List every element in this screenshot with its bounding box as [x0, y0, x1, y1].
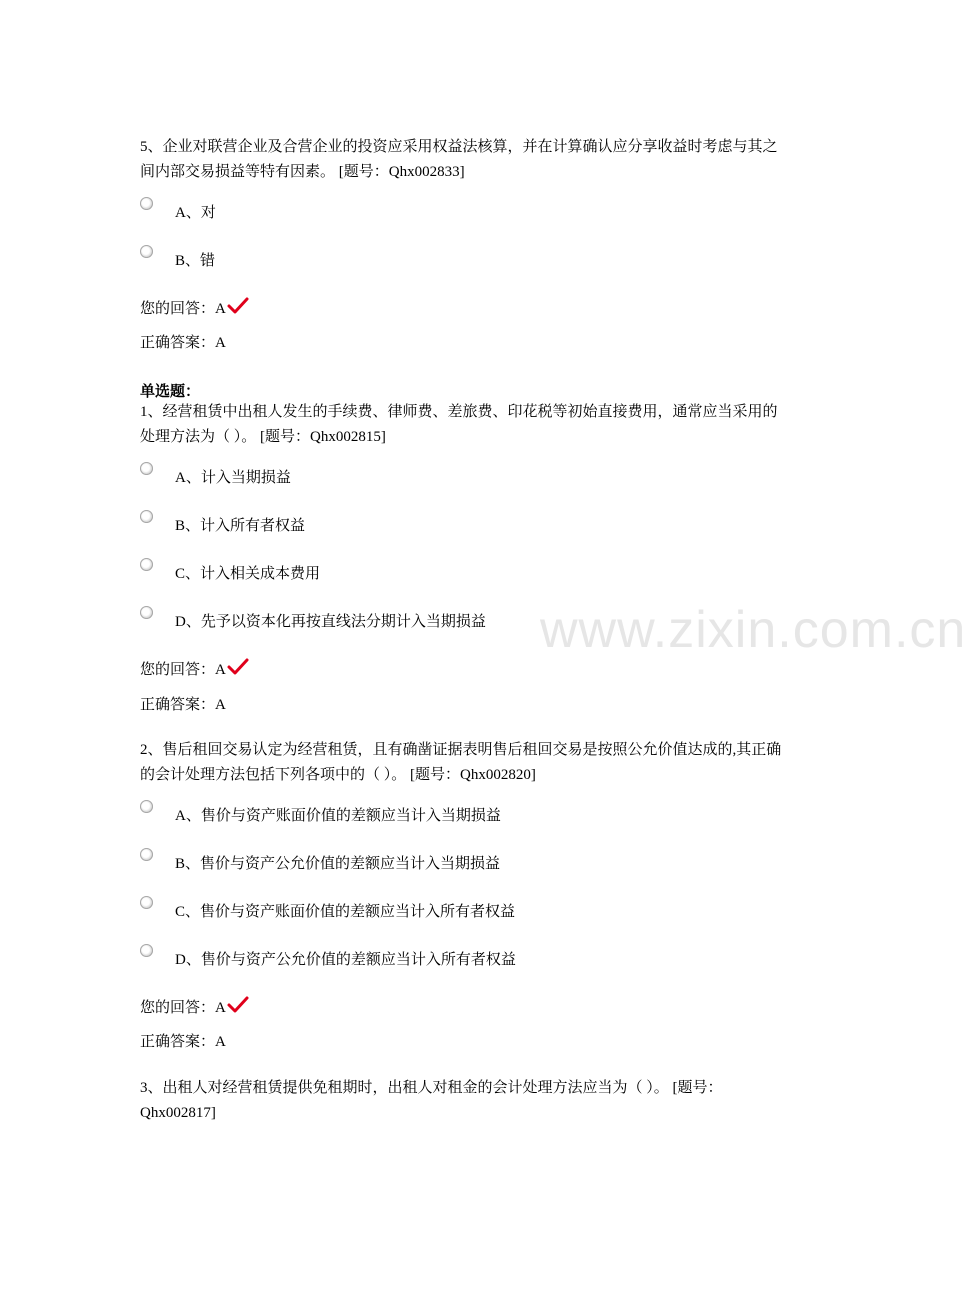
option-label: A、售价与资产账面价值的差额应当计入当期损益 — [175, 808, 501, 824]
checkmark-icon — [227, 658, 249, 676]
radio-button-icon[interactable] — [140, 944, 153, 957]
question-5-text: 5、企业对联营企业及合营企业的投资应采用权益法核算，并在计算确认应分享收益时考虑与其之间内部交易损益等特有因素。 [题号：Qhx002833] — [140, 139, 778, 180]
radio-button-icon[interactable] — [140, 848, 153, 861]
option-label: C、计入相关成本费用 — [175, 566, 321, 582]
checkmark-icon — [227, 297, 249, 315]
option-label: A、计入当期损益 — [175, 470, 291, 486]
q5-correct-answer: 正确答案：A — [140, 335, 226, 351]
option-label: B、计入所有者权益 — [175, 518, 306, 534]
question-1-text: 1、经营租赁中出租人发生的手续费、律师费、差旅费、印花税等初始直接费用，通常应当采用的处理方法为（ ）。 [题号：Qhx002815] — [140, 404, 778, 445]
radio-button-icon[interactable] — [140, 558, 153, 571]
radio-button-icon[interactable] — [140, 197, 153, 210]
option-label: C、售价与资产账面价值的差额应当计入所有者权益 — [175, 904, 516, 920]
radio-button-icon[interactable] — [140, 606, 153, 619]
option-label: D、售价与资产公允价值的差额应当计入所有者权益 — [175, 952, 516, 968]
question-2-text: 2、售后租回交易认定为经营租赁，且有确凿证据表明售后租回交易是按照公允价值达成的,其正确的会计处理方法包括下列各项中的（ ）。 [题号：Qhx002820] — [140, 742, 782, 783]
q2-correct-answer: 正确答案：A — [140, 1034, 226, 1050]
checkmark-icon — [227, 996, 249, 1014]
option-label: D、先予以资本化再按直线法分期计入当期损益 — [175, 614, 486, 630]
question-3-text: 3、出租人对经营租赁提供免租期时，出租人对租金的会计处理方法应当为（ ）。 [题号：Qhx002817] — [140, 1080, 723, 1121]
q5-your-answer: 您的回答：A — [140, 297, 249, 318]
radio-button-icon[interactable] — [140, 245, 153, 258]
q2-your-answer: 您的回答：A — [140, 996, 249, 1017]
watermark: www.zixin.com.cn — [540, 601, 966, 659]
q1-correct-answer: 正确答案：A — [140, 697, 226, 713]
option-label: B、售价与资产公允价值的差额应当计入当期损益 — [175, 856, 501, 872]
q1-your-answer: 您的回答：A — [140, 658, 249, 679]
option-label: A、对 — [175, 205, 216, 221]
option-label: B、错 — [175, 253, 216, 269]
radio-button-icon[interactable] — [140, 510, 153, 523]
radio-button-icon[interactable] — [140, 462, 153, 475]
radio-button-icon[interactable] — [140, 896, 153, 909]
radio-button-icon[interactable] — [140, 800, 153, 813]
section-title-single-choice: 单选题： — [140, 384, 201, 400]
